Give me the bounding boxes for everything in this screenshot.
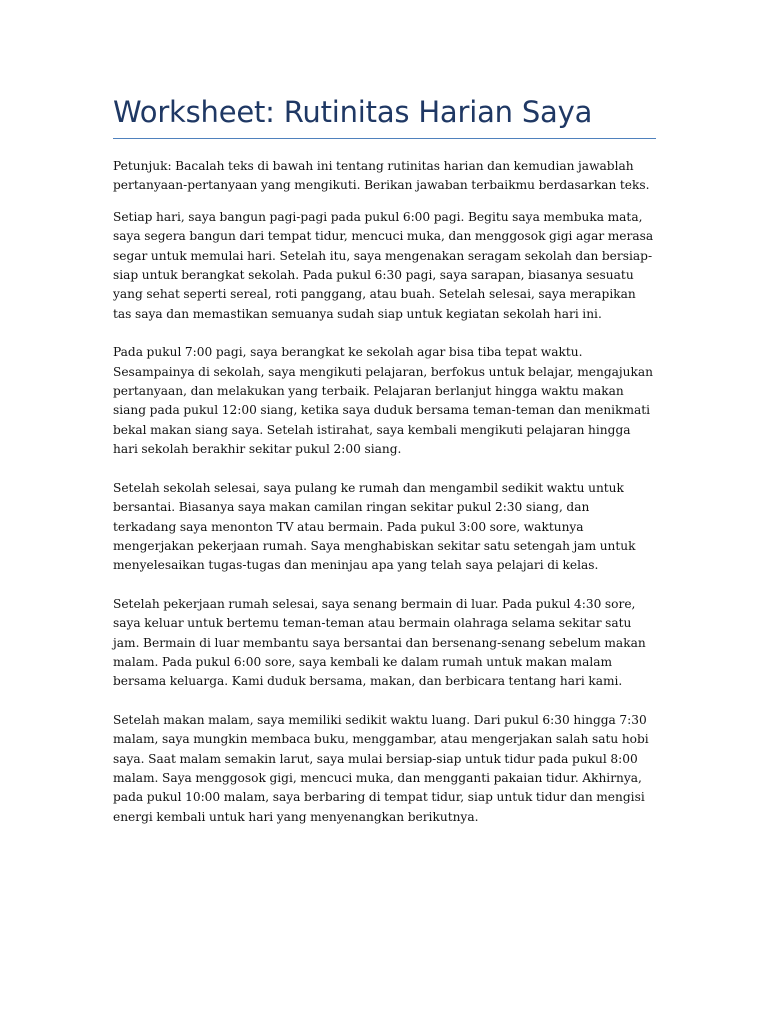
instructions-paragraph: Petunjuk: Bacalah teks di bawah ini tentang rutinitas harian dan kemudian jawablah pertanyaan-pertanyaan yang mengikuti. Berikan jawaban terbaikmu berdasarkan teks.: [113, 159, 650, 193]
body-paragraph-1: Setiap hari, saya bangun pagi-pagi pada pukul 6:00 pagi. Begitu saya membuka mata, saya segera bangun dari tempat tidur, mencuci muka, dan menggosok gigi agar merasa segar untuk memulai hari. Setelah itu, saya mengenakan seragam sekolah dan bersiap-siap untuk berangkat sekolah. Pada pukul 6:30 pagi, saya sarapan, biasanya sesuatu yang sehat seperti sereal, roti panggang, atau buah. Setelah selesai, saya merapikan tas saya dan memastikan semuanya sudah siap untuk kegiatan sekolah hari ini.: [113, 209, 654, 321]
body-paragraph-2: Pada pukul 7:00 pagi, saya berangkat ke sekolah agar bisa tiba tepat waktu. Sesampainya di sekolah, saya mengikuti pelajaran, berfokus untuk belajar, mengajukan pertanyaan, dan melakukan yang terbaik. Pelajaran berlanjut hingga waktu makan siang pada pukul 12:00 siang, ketika saya duduk bersama teman-teman dan menikmati bekal makan siang saya. Setelah istirahat, saya kembali mengikuti pelajaran hingga hari sekolah berakhir sekitar pukul 2:00 siang.: [113, 345, 654, 457]
page-title: Worksheet: Rutinitas Harian Saya: [113, 95, 593, 129]
body-paragraph-4: Setelah pekerjaan rumah selesai, saya senang bermain di luar. Pada pukul 4:30 sore, saya keluar untuk bertemu teman-teman atau bermain olahraga selama sekitar satu jam. Bermain di luar membantu saya bersantai dan bersenang-senang sebelum makan malam. Pada pukul 6:00 sore, saya kembali ke dalam rumah untuk makan malam bersama keluarga. Kami duduk bersama, makan, dan berbicara tentang hari kami.: [113, 596, 646, 689]
body-paragraph-5: Setelah makan malam, saya memiliki sedikit waktu luang. Dari pukul 6:30 hingga 7:30 malam, saya mungkin membaca buku, menggambar, atau mengerjakan salah satu hobi saya. Saat malam semakin larut, saya mulai bersiap-siap untuk tidur pada pukul 8:00 malam. Saya menggosok gigi, mencuci muka, dan mengganti pakaian tidur. Akhirnya, pada pukul 10:00 malam, saya berbaring di tempat tidur, siap untuk tidur dan mengisi energi kembali untuk hari yang menyenangkan berikutnya.: [113, 712, 649, 824]
document-page: [113, 92, 656, 846]
title-divider: [113, 138, 656, 139]
body-paragraph-3: Setelah sekolah selesai, saya pulang ke rumah dan mengambil sedikit waktu untuk bersantai. Biasanya saya makan camilan ringan sekitar pukul 2:30 siang, dan terkadang saya menonton TV atau bermain. Pada pukul 3:00 sore, waktunya mengerjakan pekerjaan rumah. Saya menghabiskan sekitar satu setengah jam untuk menyelesaikan tugas-tugas dan meninjau apa yang telah saya pelajari di kelas.: [113, 480, 636, 573]
